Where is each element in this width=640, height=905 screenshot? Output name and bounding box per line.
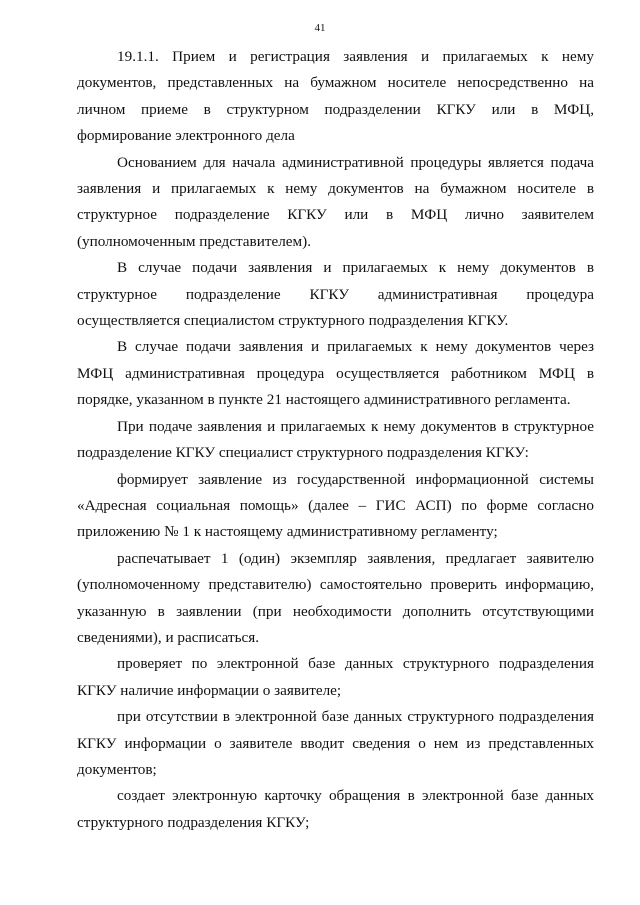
document-body [77,44,594,836]
list-paragraph: создает электронную карточку обращения в электронной базе данных структурного подразделения КГКУ; [77,787,594,831]
paragraph: При подаче заявления и прилагаемых к нему документов в структурное подразделение КГКУ специалист структурного подразделения КГКУ: [77,417,594,462]
paragraph: Основанием для начала административной процедуры является подача заявления и прилагаемых к нему документов на бумажном носителе в структурное подразделение КГКУ или в МФЦ лично заявителем (уполномоченным представителем). [77,153,594,250]
paragraph-heading: 19.1.1. Прием и регистрация заявления и прилагаемых к нему документов, представленных на бумажном носителе непосредственно на личном приеме в структурном подразделении КГКУ или в МФЦ, формирование электронного дела [77,48,594,145]
page-number: 41 [314,22,326,34]
paragraph: В случае подачи заявления и прилагаемых к нему документов в структурное подразделение КГКУ административная процедура осуществляется специалистом структурного подразделения КГКУ. [77,259,594,330]
list-paragraph: при отсутствии в электронной базе данных структурного подразделения КГКУ информации о заявителе вводит сведения о нем из представленных документов; [77,708,594,778]
list-paragraph: распечатывает 1 (один) экземпляр заявления, предлагает заявителю (уполномоченному представителю) самостоятельно проверить информацию, указанную в заявлении (при необходимости дополнить отсутствующими сведениями), и расписаться. [77,549,594,646]
list-paragraph: проверяет по электронной базе данных структурного подразделения КГКУ наличие информации о заявителе; [77,655,594,699]
list-paragraph: формирует заявление из государственной информационной системы «Адресная социальная помощь» (далее – ГИС АСП) по форме согласно приложению № 1 к настоящему административному регламенту; [77,470,594,541]
paragraph: В случае подачи заявления и прилагаемых к нему документов через МФЦ административная процедура осуществляется работником МФЦ в порядке, указанном в пункте 21 настоящего административного регламента. [77,338,594,409]
